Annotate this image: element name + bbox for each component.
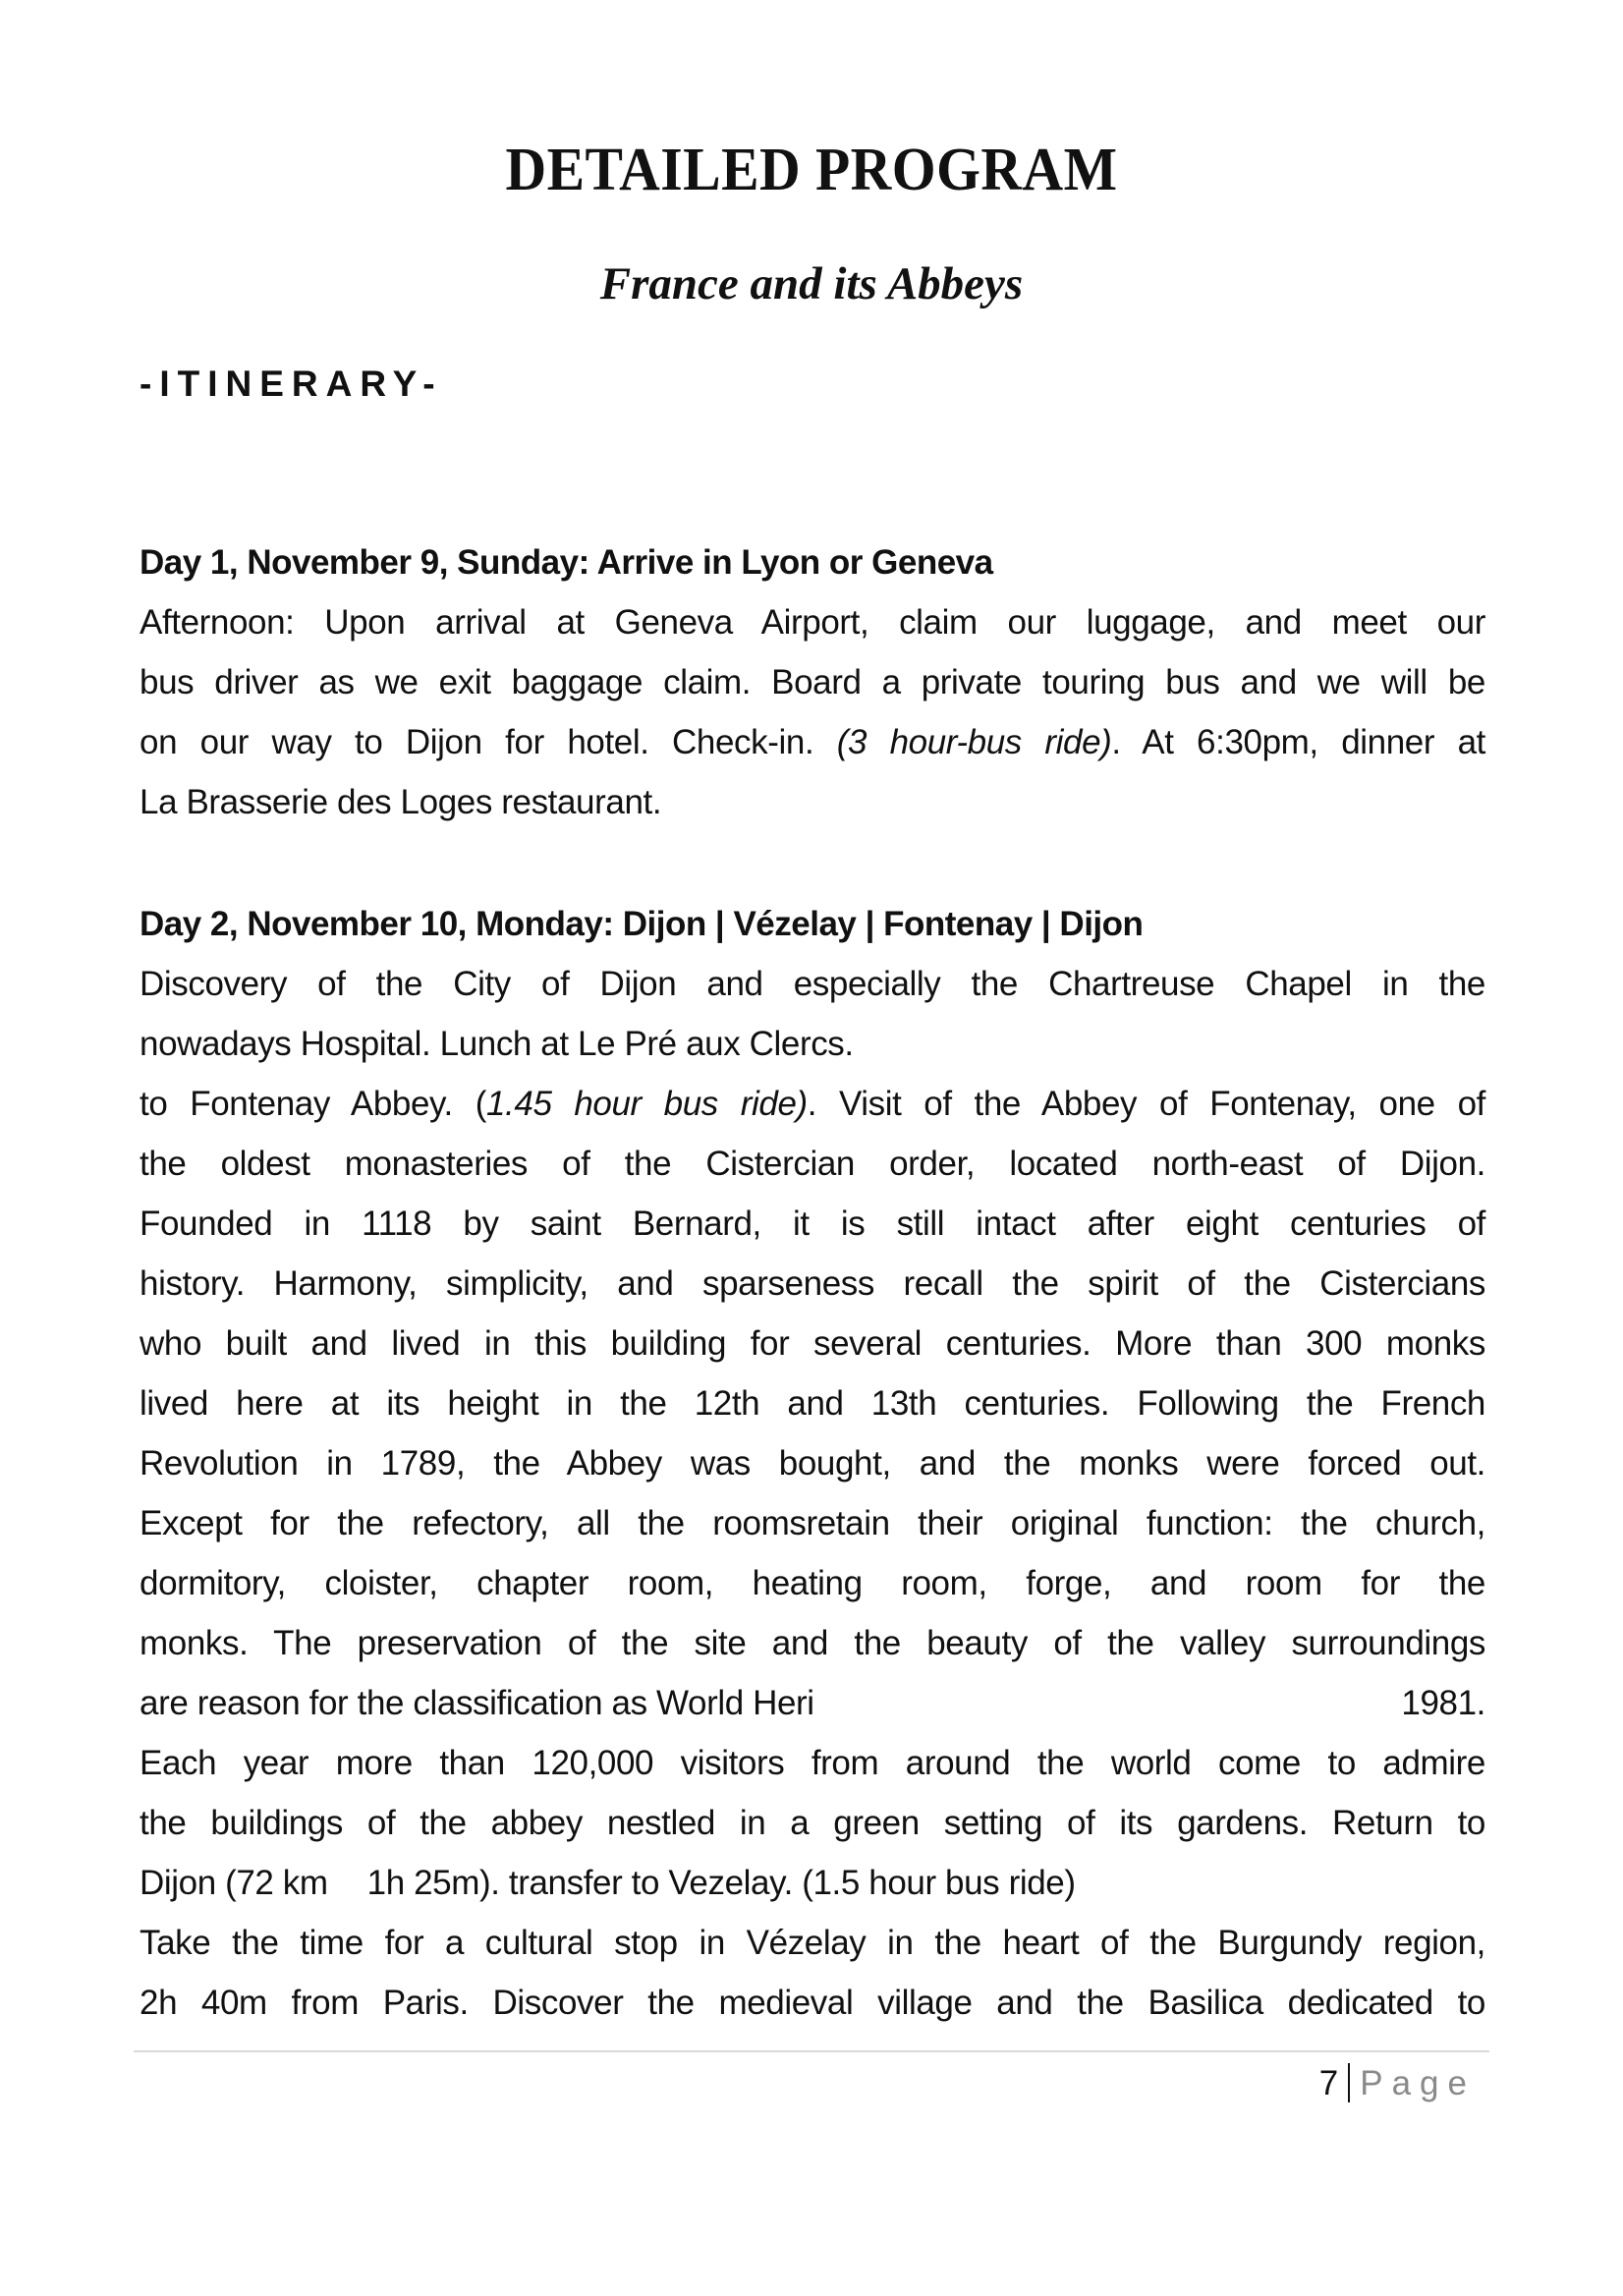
footer-divider [134, 2050, 1489, 2052]
section-label: -ITINERARY- [140, 364, 443, 404]
paragraph-line: Except for the refectory, all the roomsretain their original function: the church, [140, 1504, 1485, 1542]
day-section-1 [140, 532, 1485, 832]
text-run: . Visit of the Abbey of Fontenay, one of [807, 1085, 1485, 1123]
paragraph-line: La Brasserie des Loges restaurant. [140, 783, 662, 821]
paragraph-line: nowadays Hospital. Lunch at Le Pré aux Clercs. [140, 1025, 854, 1063]
page-subtitle: France and its Abbeys [599, 258, 1024, 309]
paragraph-line: Discovery of the City of Dijon and especially the Chartreuse Chapel in the [140, 965, 1485, 1003]
day-heading: Day 2, November 10, Monday: Dijon | Vézelay | Fontenay | Dijon [140, 905, 1144, 943]
paragraph-line: Each year more than 120,000 visitors from around the world come to admire [140, 1744, 1485, 1782]
paragraph-line: monks. The preservation of the site and the beauty of the valley surroundings [140, 1624, 1485, 1662]
paragraph-line [140, 712, 1485, 772]
paragraph-line: Revolution in 1789, the Abbey was bought, and the monks were forced out. [140, 1444, 1485, 1483]
page-label: Page [1360, 2064, 1476, 2102]
text-run: . At 6:30pm, dinner at [1111, 723, 1485, 761]
paragraph-line: who built and lived in this building for several centuries. More than 300 monks [140, 1324, 1485, 1363]
paragraph-line: history. Harmony, simplicity, and sparseness recall the spirit of the Cistercians [140, 1264, 1485, 1303]
text-run: 1981. [1401, 1684, 1485, 1722]
paragraph-line: Founded in 1118 by saint Bernard, it is still intact after eight centuries of [140, 1204, 1485, 1243]
page-number: 7 [1318, 2064, 1339, 2102]
page-title: DETAILED PROGRAM [505, 137, 1118, 203]
text-run: Dijon (72 km [140, 1864, 328, 1902]
text-run: on our way to Dijon for hotel. Check-in. [140, 723, 837, 761]
paragraph-line: lived here at its height in the 12th and 13th centuries. Following the French [140, 1384, 1485, 1423]
text-run: 1h 25m). transfer to Vezelay. (1.5 hour bus ride) [366, 1864, 1076, 1902]
italic-run: 1.45 hour bus ride) [485, 1085, 808, 1123]
text-run: to Fontenay Abbey. ( [140, 1085, 486, 1123]
day-heading: Day 1, November 9, Sunday: Arrive in Lyon or Geneva [140, 543, 993, 582]
paragraph-line: Afternoon: Upon arrival at Geneva Airport, claim our luggage, and meet our [140, 603, 1485, 642]
paragraph-line: 2h 40m from Paris. Discover the medieval village and the Basilica dedicated to [140, 1984, 1485, 2022]
paragraph-line: the buildings of the abbey nestled in a green setting of its gardens. Return to [140, 1804, 1485, 1842]
paragraph-line: Take the time for a cultural stop in Vézelay in the heart of the Burgundy region, [140, 1924, 1485, 1962]
paragraph-line: dormitory, cloister, chapter room, heating room, forge, and room for the [140, 1564, 1485, 1602]
page-footer [1319, 2063, 1476, 2103]
paragraph-line [140, 1673, 1485, 1733]
text-run: are reason for the classification as World Heri [140, 1684, 814, 1722]
italic-run: (3 hour-bus ride) [836, 723, 1112, 761]
footer-separator [1348, 2063, 1350, 2102]
paragraph-line: the oldest monasteries of the Cistercian order, located north-east of Dijon. [140, 1145, 1485, 1183]
paragraph-line [140, 1853, 1485, 1913]
day-section-2 [140, 894, 1485, 2033]
paragraph-line: bus driver as we exit baggage claim. Board a private touring bus and we will be [140, 663, 1485, 701]
paragraph-line [140, 1074, 1485, 1134]
